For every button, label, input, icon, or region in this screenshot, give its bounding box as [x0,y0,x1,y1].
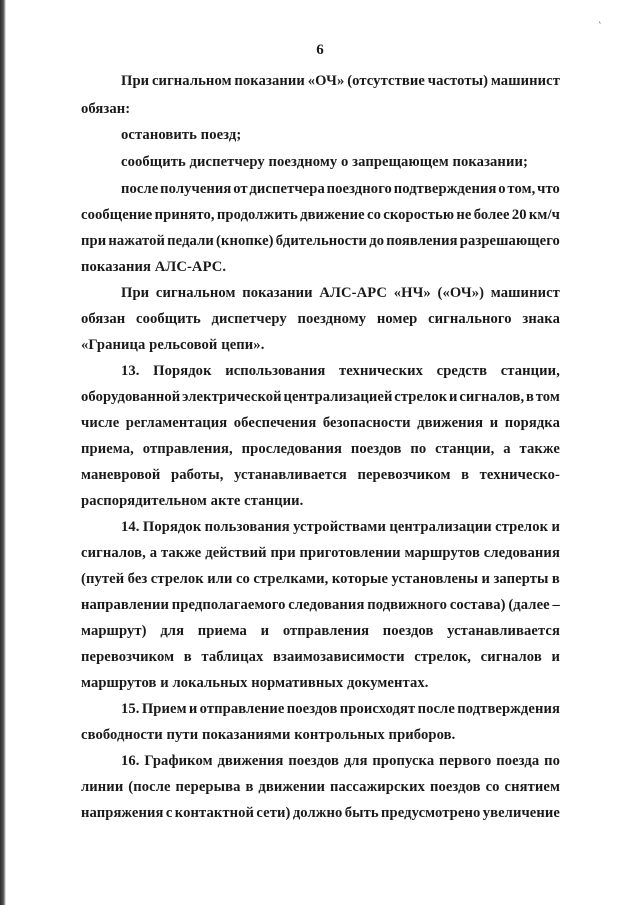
word: оборудованной [81,389,181,405]
word: 14. [121,519,140,535]
word: (далее [508,597,550,613]
word: (кнопке) [216,233,274,249]
word: для [160,623,185,639]
word: при [81,233,107,249]
word: Порядок [153,363,212,379]
word: поездному [297,311,367,327]
text-line [81,414,560,432]
word: поездов [286,701,338,717]
word: должно [292,805,343,821]
word: и [188,701,198,717]
word: взаимозависимости [273,649,405,665]
word: и [481,571,491,587]
word: «НЧ» [393,285,431,301]
text-line: остановить поезд; [121,127,242,143]
text-line: показания АЛС-АРС. [81,259,227,275]
word: диспетчеру [211,311,287,327]
word: и [489,415,499,431]
word: в [461,467,470,483]
word: электрической [182,389,282,405]
word: том, [507,181,536,197]
word: для [343,753,368,769]
word: поездов [350,441,402,457]
word: приготовлении [299,545,401,561]
word: знака [522,311,560,327]
word: педали [167,233,214,249]
word: технических [339,363,424,379]
word: – [552,597,560,613]
word: использования [225,363,326,379]
word: маршрут) [81,623,147,639]
word: приема [197,623,247,639]
scan-border [0,0,6,905]
word: продолжить [216,207,298,223]
word: по [544,753,560,769]
word: сигнальном [151,73,232,89]
word: безопасности [322,415,411,431]
word: маршрутов [404,545,480,561]
word: регламентация [125,415,228,431]
word: машинист [490,285,560,301]
word: со [485,779,500,795]
word: а [149,545,158,561]
word: Прием [141,701,187,717]
word: линии [81,779,124,795]
word: со [367,207,381,223]
word: стрелок [150,571,204,587]
word: без [127,571,148,587]
word: сообщить [136,311,201,327]
word: («ОЧ») [437,285,485,301]
text-line [121,72,560,90]
text-line: распорядительном акте станции. [81,493,304,509]
word: 13. [121,363,140,379]
word: также [519,441,560,457]
word: 20 [511,207,527,223]
text-line [81,232,560,250]
word: пассажирских [329,779,425,795]
word: перевозчиком [357,467,451,483]
word: поездов [288,753,339,769]
word: частоты) [427,73,489,89]
word: пропуска [372,753,435,769]
word: устройствами [293,519,386,535]
word: движения [217,753,284,769]
word: сообщение [81,207,153,223]
scan-mark: ' [598,20,604,31]
text-line [81,622,560,640]
word: таблицах [201,649,264,665]
word: с [165,805,173,821]
word: и [260,623,270,639]
word: работы, [170,467,224,483]
word: бдительности [275,233,368,249]
word: АЛС-АРС [319,285,388,301]
word: предполагаемого [171,597,286,613]
text-line: маршрутов и локальных нормативных документах. [81,675,429,691]
word: а [503,441,511,457]
word: стрелками, [253,571,329,587]
word: поездов [382,623,434,639]
word: движении [258,779,325,795]
word: (отсутствие [347,73,425,89]
text-line [121,362,560,380]
word: разрешающего [459,233,560,249]
word: Графиком [144,753,213,769]
text-line [121,700,560,718]
text-line [81,206,560,224]
text-line [81,440,560,458]
word: до [369,233,385,249]
word: также [160,545,202,561]
word: сети) [256,805,291,821]
word: состава) [449,597,506,613]
text-line [121,518,560,536]
word: станции, [500,363,560,379]
word: сигналов, [81,545,146,561]
word: получения [160,181,232,197]
word: номер [376,311,418,327]
text-line [81,596,560,614]
word: приема, [81,441,134,457]
word: в [245,779,254,795]
word: подтверждения [457,701,560,717]
word: подвижного [367,597,448,613]
text-line [81,466,560,484]
word: том [535,389,560,405]
word: снятием [504,779,560,795]
word: от [233,181,248,197]
word: (путей [81,571,125,587]
text-line [121,284,560,302]
word: происходят [339,701,416,717]
word: которые [331,571,389,587]
word: поездов [429,779,481,795]
word: первого [439,753,492,769]
text-line [81,388,560,406]
word: отправления, [142,441,233,457]
word: что [537,181,560,197]
word: При [121,285,150,301]
word: направлении [81,597,170,613]
word: в [183,649,192,665]
word: действий [205,545,267,561]
word: пользования [204,519,290,535]
word: «ОЧ» [307,73,345,89]
word: движения [417,415,484,431]
text-line [81,310,560,328]
word: следования [288,597,365,613]
word: диспетчера [249,181,325,197]
text-line: обязан: [81,101,131,117]
word: при [270,545,296,561]
page-number: 6 [316,42,324,58]
word: обеспечения [233,415,317,431]
word: и [551,649,560,665]
word: не [456,207,472,223]
word: сигнальном [155,285,236,301]
word: стрелок, [414,649,472,665]
text-line [121,180,560,198]
word: сигнального [428,311,512,327]
word: проследования [241,441,342,457]
word: нажатой [108,233,165,249]
word: перевозчиком [81,649,175,665]
word: контактной [174,805,255,821]
word: показании [234,73,305,89]
text-line [121,752,560,770]
word: устанавливается [447,623,560,639]
word: поездного [326,181,392,197]
word: увеличение [482,805,560,821]
word: станции, [435,441,495,457]
word: 16. [121,753,140,769]
word: следования [483,545,560,561]
word: и [551,519,560,535]
word: в [525,389,534,405]
word: сигналов [480,649,542,665]
word: 15. [121,701,140,717]
text-line: свободности пути показаниями контрольных приборов. [81,727,456,743]
word: сигналов, [459,389,525,405]
word: отправление [199,701,285,717]
text-line [81,570,560,588]
word: централизации [389,519,492,535]
word: поезда [496,753,540,769]
word: машинист [490,73,560,89]
word: перерыва [175,779,241,795]
word: маневровой [81,467,161,483]
word: обязан [81,311,126,327]
word: числе [81,415,120,431]
word: о [498,181,506,197]
word: появления [386,233,458,249]
text-line: «Граница рельсовой цепи». [81,337,265,353]
word: или [207,571,233,587]
word: Порядок [142,519,202,535]
text-line [81,778,560,796]
text-line [81,544,560,562]
word: более [473,207,510,223]
word: напряжения [81,805,164,821]
word: установлены [391,571,479,587]
word: со [235,571,250,587]
text-line [81,804,560,822]
word: км/ч [528,207,560,223]
word: стрелок [394,389,448,405]
word: техническо- [479,467,560,483]
word: отправления [282,623,370,639]
word: стрелок [495,519,549,535]
text-line: сообщить диспетчеру поездному о запрещающем показании; [121,154,528,170]
word: после [417,701,455,717]
word: принято, [154,207,215,223]
word: (после [128,779,171,795]
word: подтверждения [393,181,497,197]
word: после [121,181,159,197]
word: централизацией [283,389,393,405]
word: заперты [493,571,549,587]
word: средств [436,363,488,379]
word: и [449,389,458,405]
word: порядка [504,415,560,431]
word: скоростью [383,207,455,223]
word: При [121,73,150,89]
word: по [410,441,427,457]
word: движение [300,207,365,223]
word: в [551,571,560,587]
word: устанавливается [234,467,347,483]
word: предусмотрено [381,805,481,821]
word: показании [242,285,313,301]
word: быть [344,805,379,821]
text-line [81,648,560,666]
